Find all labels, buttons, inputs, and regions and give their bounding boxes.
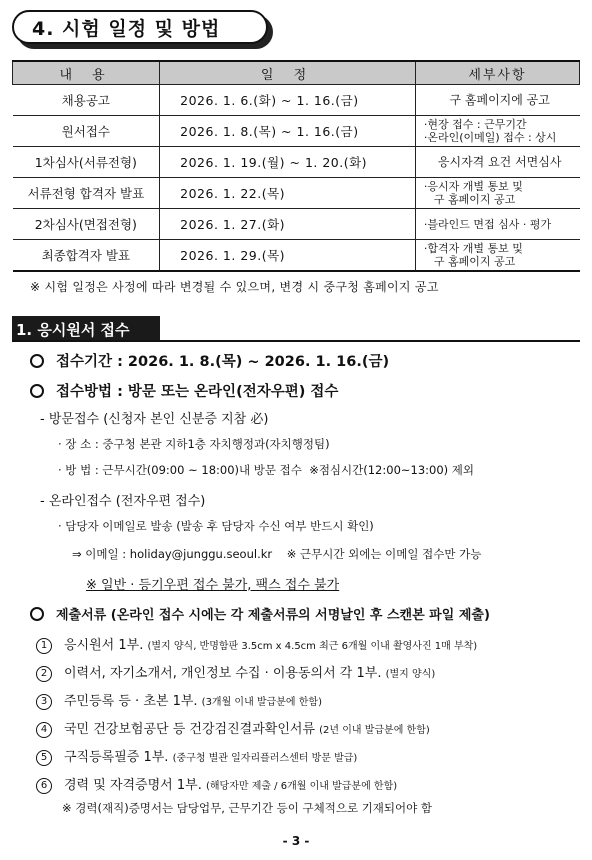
row-schedule: 2026. 1. 6.(화) ~ 1. 16.(금) <box>160 85 416 116</box>
row-details: 응시자격 요건 서면심사 <box>415 147 579 178</box>
number-circle-icon: 1 <box>36 638 52 654</box>
doc-item: 4 국민 건강보험공단 등 건강검진결과확인서류 (2년 이내 발급분에 한함) <box>36 718 430 738</box>
row-details: ·블라인드 면접 심사 · 평가 <box>415 209 579 240</box>
circle-bullet-icon <box>30 354 44 368</box>
schedule-note: ※ 시험 일정은 사정에 따라 변경될 수 있으며, 변경 시 중구청 홈페이지 공고 <box>30 280 439 294</box>
online-title: - 온라인접수 (전자우편 접수) <box>40 494 206 509</box>
email-note: ※ 근무시간 외에는 이메일 접수만 가능 <box>286 547 482 561</box>
visit-title: - 방문접수 (신청자 본인 신분증 지참 必) <box>40 412 269 427</box>
table-row <box>13 85 580 116</box>
table-row <box>13 240 580 272</box>
circle-bullet-icon <box>30 607 44 621</box>
number-circle-icon: 2 <box>36 666 52 682</box>
doc-item: 3 주민등록 등 · 초본 1부. (3개월 이내 발급분에 한함) <box>36 690 322 710</box>
table-row <box>13 209 580 240</box>
table-header-row <box>13 61 580 85</box>
number-circle-icon: 6 <box>36 778 52 794</box>
row-schedule: 2026. 1. 27.(화) <box>160 209 416 240</box>
row-item: 최종합격자 발표 <box>13 240 160 272</box>
header-content: 내 용 <box>13 61 160 85</box>
row-schedule: 2026. 1. 8.(목) ~ 1. 16.(금) <box>160 116 416 147</box>
page-number: - 3 - <box>282 834 310 848</box>
row-schedule: 2026. 1. 19.(월) ~ 1. 20.(화) <box>160 147 416 178</box>
number-circle-icon: 3 <box>36 694 52 710</box>
section-heading: 1. 응시원서 접수 <box>12 316 160 342</box>
mail-fax-warning: ※ 일반 · 등기우편 접수 불가, 팩스 접수 불가 <box>86 578 340 593</box>
documents-title: 제출서류 (온라인 접수 시에는 각 제출서류의 서명날인 후 스캔본 파일 제출) <box>30 604 490 623</box>
doc-item: 5 구직등록필증 1부. (중구청 별관 일자리플러스센터 방문 발급) <box>36 746 357 766</box>
table-row <box>13 147 580 178</box>
email-line <box>72 546 481 562</box>
row-details: ·응시자 개별 통보 및 구 홈페이지 공고 <box>415 178 579 209</box>
schedule-table <box>12 60 580 272</box>
number-circle-icon: 4 <box>36 722 52 738</box>
visit-method-note: ※점심시간(12:00~13:00) 제외 <box>309 463 475 477</box>
row-item: 서류전형 합격자 발표 <box>13 178 160 209</box>
row-details: ·현장 접수 : 근무기간 ·온라인(이메일) 접수 : 상시 <box>415 116 579 147</box>
section-divider <box>12 340 580 342</box>
method-line: 접수방법 : 방문 또는 온라인(전자우편) 접수 <box>30 380 338 401</box>
header-details: 세부사항 <box>415 61 579 85</box>
header-schedule: 일 정 <box>160 61 416 85</box>
circle-bullet-icon <box>30 384 44 398</box>
documents-footnote: ※ 경력(재직)증명서는 담당업무, 근무기간 등이 구체적으로 기재되어야 함 <box>62 801 433 815</box>
table-row <box>13 116 580 147</box>
visit-method: · 방 법 : 근무시간(09:00 ~ 18:00)내 방문 접수 ※점심시간(12:00~13:00) 제외 <box>58 463 475 477</box>
doc-item: 1 응시원서 1부. (별지 양식, 반명함판 3.5cm x 4.5cm 최근 6개월 이내 촬영사진 1매 부착) <box>36 634 477 654</box>
doc-item: 2 이력서, 자기소개서, 개인정보 수집 · 이용동의서 각 1부. (별지 양식) <box>36 662 435 682</box>
row-schedule: 2026. 1. 22.(목) <box>160 178 416 209</box>
visit-place: · 장 소 : 중구청 본관 지하1층 자치행정과(자치행정팀) <box>58 437 330 451</box>
row-item: 채용공고 <box>13 85 160 116</box>
period-line: 접수기간 : 2026. 1. 8.(목) ~ 2026. 1. 16.(금) <box>30 350 389 371</box>
row-item: 1차심사(서류전형) <box>13 147 160 178</box>
online-desc: · 담당자 이메일로 발송 (발송 후 담당자 수신 여부 반드시 확인) <box>58 519 374 533</box>
row-item: 2차심사(면접전형) <box>13 209 160 240</box>
row-item: 원서접수 <box>13 116 160 147</box>
row-details: ·합격자 개별 통보 및 구 홈페이지 공고 <box>415 240 579 272</box>
doc-item: 6 경력 및 자격증명서 1부. (해당자만 제출 / 6개월 이내 발급분에 한함) <box>36 774 397 794</box>
section-title: 4. 시험 일정 및 방법 <box>12 10 268 44</box>
email-address: ⇒ 이메일 : holiday@junggu.seoul.kr <box>72 547 273 561</box>
row-schedule: 2026. 1. 29.(목) <box>160 240 416 272</box>
table-row <box>13 178 580 209</box>
number-circle-icon: 5 <box>36 750 52 766</box>
row-details: 구 홈페이지에 공고 <box>415 85 579 116</box>
